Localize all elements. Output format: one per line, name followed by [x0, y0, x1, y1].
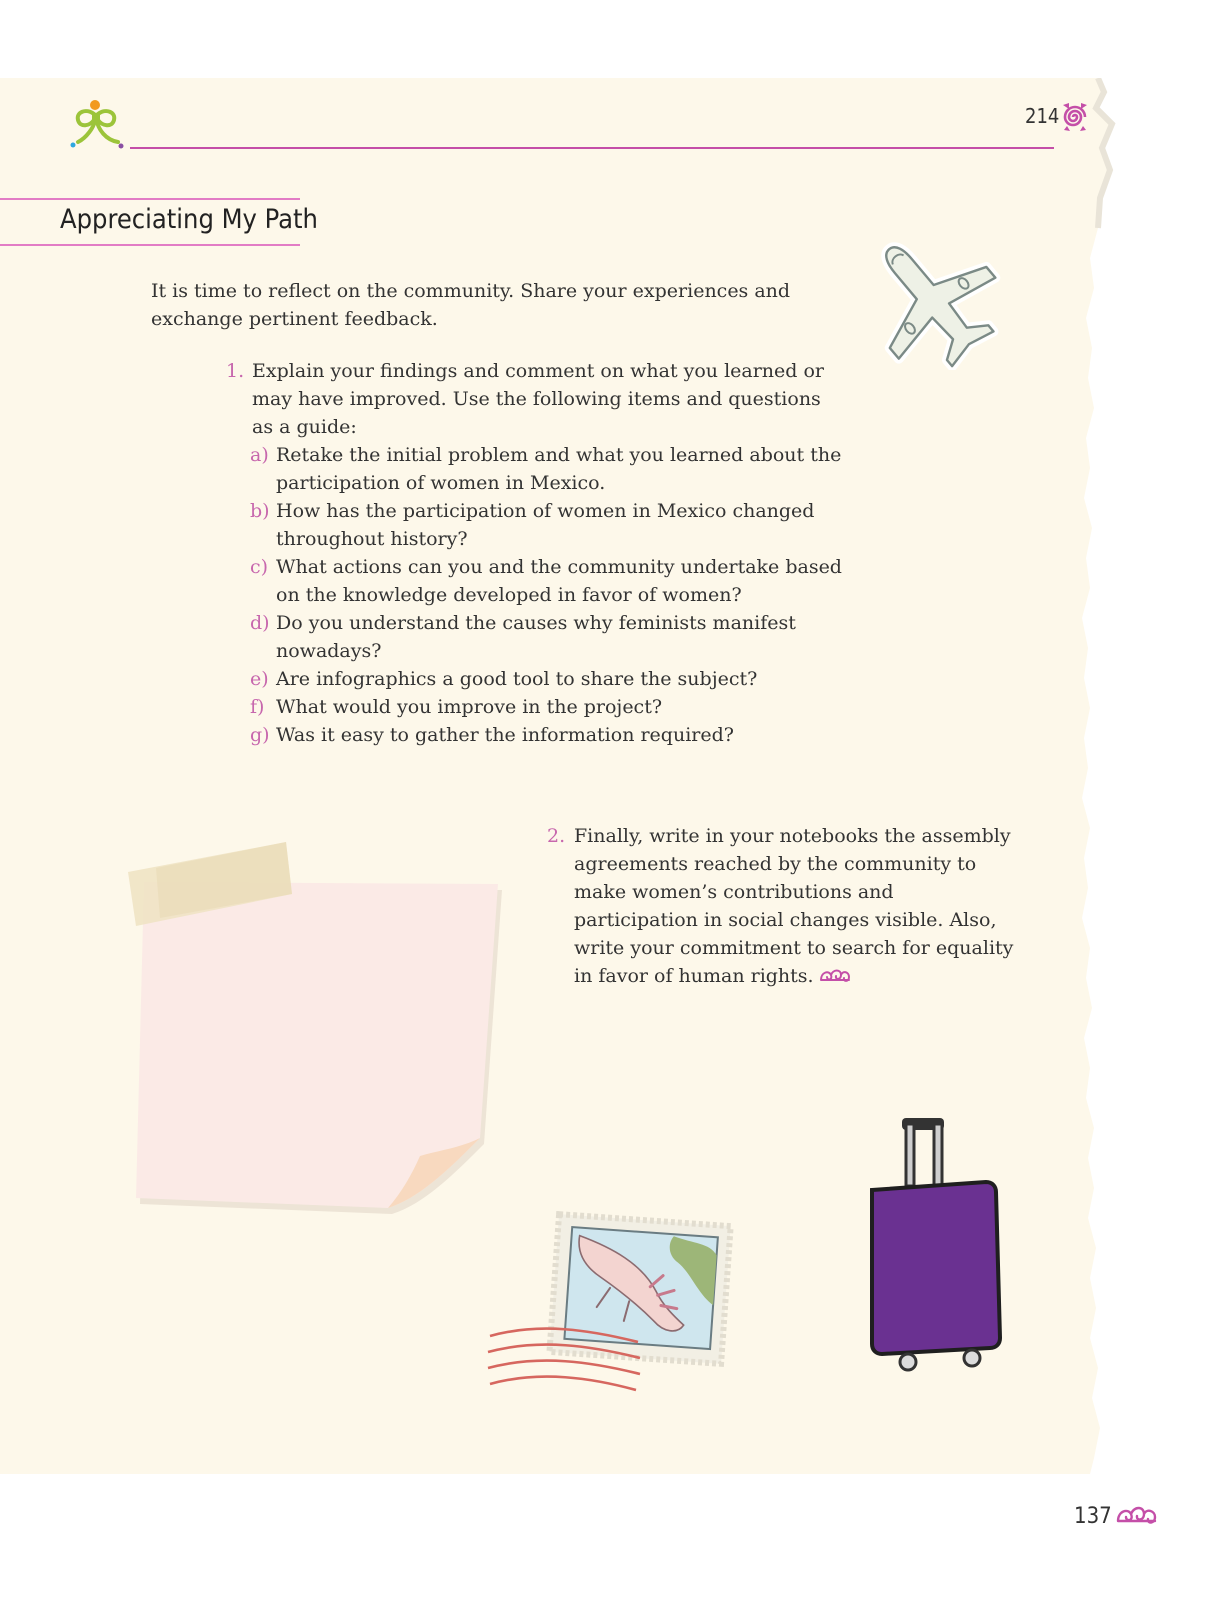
axolotl-stamp-icon	[480, 1210, 740, 1410]
item-text: How has the participation of women in Mexico changed throughout history?	[276, 500, 815, 550]
sticky-note-icon	[120, 838, 510, 1220]
question-number: 2.	[547, 825, 566, 847]
question-text: Explain your findings and comment on what you learned or may have improved. Use the following items and questions as a guide:	[252, 360, 825, 438]
item-letter: e)	[250, 668, 269, 690]
question-1	[226, 357, 846, 749]
question-1-items	[250, 441, 846, 749]
item-text: What would you improve in the project?	[276, 696, 663, 718]
item-letter: f)	[250, 696, 265, 718]
suitcase-icon	[862, 1112, 1012, 1374]
airplane-sticker-icon	[860, 228, 1002, 370]
fret-ornament-icon	[818, 966, 852, 986]
item-text: Do you understand the causes why feminists manifest nowadays?	[276, 612, 796, 662]
item-letter: c)	[250, 556, 269, 578]
item-text: Retake the initial problem and what you learned about the participation of women in Mexico.	[276, 444, 842, 494]
item-text: Was it easy to gather the information required?	[276, 724, 734, 746]
list-item	[250, 553, 846, 609]
list-item	[250, 609, 846, 665]
item-text: What actions can you and the community undertake based on the knowledge developed in favor of women?	[276, 556, 842, 606]
fret-ornament-footer-icon	[1114, 1503, 1158, 1529]
spiral-ornament-icon	[1060, 101, 1090, 133]
list-item	[250, 441, 846, 497]
question-text: Finally, write in your notebooks the assembly agreements reached by the community to make women’s contributions and participation in social changes visible. Also, write your commitment to search for equality in favor of human rights.	[574, 825, 1014, 987]
list-item	[250, 665, 846, 693]
intro-paragraph: It is time to reflect on the community. Share your experiences and exchange pertinent feedback.	[151, 280, 791, 330]
question-2	[547, 822, 1017, 990]
list-item	[250, 693, 846, 721]
question-number: 1.	[226, 360, 245, 382]
item-letter: d)	[250, 612, 270, 634]
header-rule	[130, 147, 1054, 149]
question-text-wrapper	[574, 822, 1017, 990]
footer-page-number: 137	[1074, 1504, 1112, 1529]
item-letter: a)	[250, 444, 269, 466]
item-text: Are infographics a good tool to share the subject?	[276, 668, 758, 690]
item-letter: b)	[250, 500, 270, 522]
item-letter: g)	[250, 724, 270, 746]
sprout-logo-icon	[68, 98, 128, 152]
section-title: Appreciating My Path	[60, 204, 318, 235]
header-page-number: 214	[1025, 104, 1060, 128]
list-item	[250, 497, 846, 553]
list-item	[250, 721, 846, 749]
